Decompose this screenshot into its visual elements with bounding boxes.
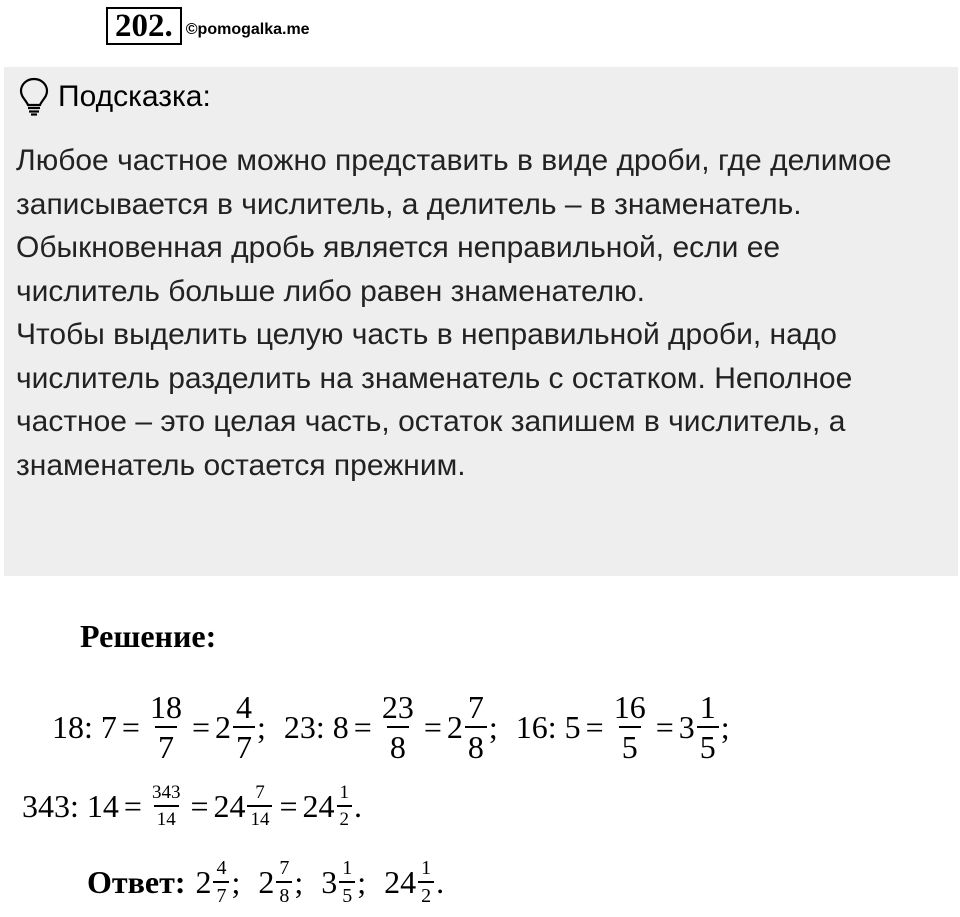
whole-part: 24 — [213, 787, 246, 824]
numerator: 18 — [149, 689, 182, 725]
answer-label: Ответ: — [87, 863, 186, 900]
remainder-fraction — [247, 783, 272, 829]
solution-title: Решение: — [80, 618, 217, 654]
numerator: 4 — [216, 857, 227, 879]
numerator: 1 — [421, 857, 432, 879]
numerator: 7 — [467, 689, 484, 725]
improper-fraction — [147, 691, 185, 763]
numerator: 343 — [151, 782, 181, 803]
denominator: 7 — [155, 726, 177, 763]
numerator: 4 — [235, 689, 252, 725]
period: . — [436, 863, 445, 900]
numerator: 1 — [342, 857, 353, 879]
equals-sign: = — [655, 708, 674, 745]
division-expr: 18: 7 — [52, 708, 117, 745]
equals-sign: = — [190, 787, 209, 824]
answer-line — [87, 852, 444, 912]
remainder-fraction — [697, 691, 719, 763]
hint-body — [16, 139, 926, 487]
improper-fraction — [379, 691, 417, 763]
hint-paragraph: Обыкновенная дробь является неправильной, если ее числитель больше либо равен знаменателю. — [16, 231, 781, 308]
denominator: 8 — [276, 881, 292, 906]
division-expr: 343: 14 — [22, 787, 119, 824]
whole-part: 2 — [214, 708, 231, 745]
denominator: 2 — [337, 805, 353, 829]
whole-part: 2 — [195, 863, 212, 900]
equals-sign: = — [123, 787, 142, 824]
numerator: 1 — [339, 782, 350, 803]
denominator: 5 — [339, 881, 355, 906]
hint-title: Подсказка: — [58, 80, 211, 113]
solution-line-1 — [52, 682, 730, 772]
whole-part: 3 — [321, 863, 338, 900]
denominator: 14 — [154, 805, 179, 829]
task-number: 202. — [106, 7, 182, 45]
denominator: 7 — [233, 726, 255, 763]
semicolon: ; — [294, 863, 304, 900]
hint-paragraph: Чтобы выделить целую часть в неправильной дроби, надо числитель разделить на знаменатель с остатком. Неполное частное – это целая часть, остаток запишем в числитель, а знаменатель остается прежним. — [16, 318, 853, 482]
numerator: 7 — [279, 857, 290, 879]
answer-fraction — [276, 858, 292, 906]
semicolon: ; — [488, 708, 498, 745]
denominator: 14 — [247, 805, 272, 829]
division-expr: 16: 5 — [515, 708, 581, 745]
whole-part: 24 — [302, 787, 335, 824]
equals-sign: = — [353, 708, 372, 745]
numerator: 1 — [699, 689, 716, 725]
improper-fraction — [611, 691, 649, 763]
answer-fraction — [418, 858, 434, 906]
hint-paragraph: Любое частное можно представить в виде дроби, где делимое записывается в числитель, а делитель – в знаменатель. — [16, 144, 892, 221]
equals-sign: = — [585, 708, 604, 745]
division-expr: 23: 8 — [283, 708, 349, 745]
improper-fraction — [149, 783, 184, 829]
semicolon: ; — [720, 708, 730, 745]
hint-panel — [4, 67, 958, 576]
equals-sign: = — [423, 708, 442, 745]
equals-sign: = — [191, 708, 210, 745]
denominator: 7 — [213, 881, 229, 906]
answer-fraction — [339, 858, 355, 906]
whole-part: 2 — [258, 863, 275, 900]
numerator: 23 — [381, 689, 414, 725]
task-header — [106, 6, 310, 46]
equals-sign: = — [121, 708, 140, 745]
lightbulb-icon — [18, 77, 50, 117]
solution-line-2 — [22, 776, 362, 836]
site-watermark: ©pomogalka.me — [185, 21, 310, 38]
semicolon: ; — [256, 708, 266, 745]
numerator: 7 — [255, 782, 265, 803]
remainder-fraction — [465, 691, 487, 763]
reduced-fraction — [337, 783, 353, 829]
denominator: 2 — [418, 881, 434, 906]
denominator: 5 — [619, 726, 641, 763]
period: . — [354, 787, 363, 824]
semicolon: ; — [231, 863, 241, 900]
hint-header — [18, 77, 211, 117]
answer-fraction — [213, 858, 229, 906]
whole-part: 24 — [384, 863, 417, 900]
semicolon: ; — [357, 863, 367, 900]
numerator: 16 — [613, 689, 646, 725]
denominator: 8 — [465, 726, 487, 763]
denominator: 5 — [697, 726, 719, 763]
whole-part: 3 — [678, 708, 695, 745]
whole-part: 2 — [446, 708, 463, 745]
denominator: 8 — [387, 726, 409, 763]
remainder-fraction — [233, 691, 255, 763]
equals-sign: = — [279, 787, 298, 824]
